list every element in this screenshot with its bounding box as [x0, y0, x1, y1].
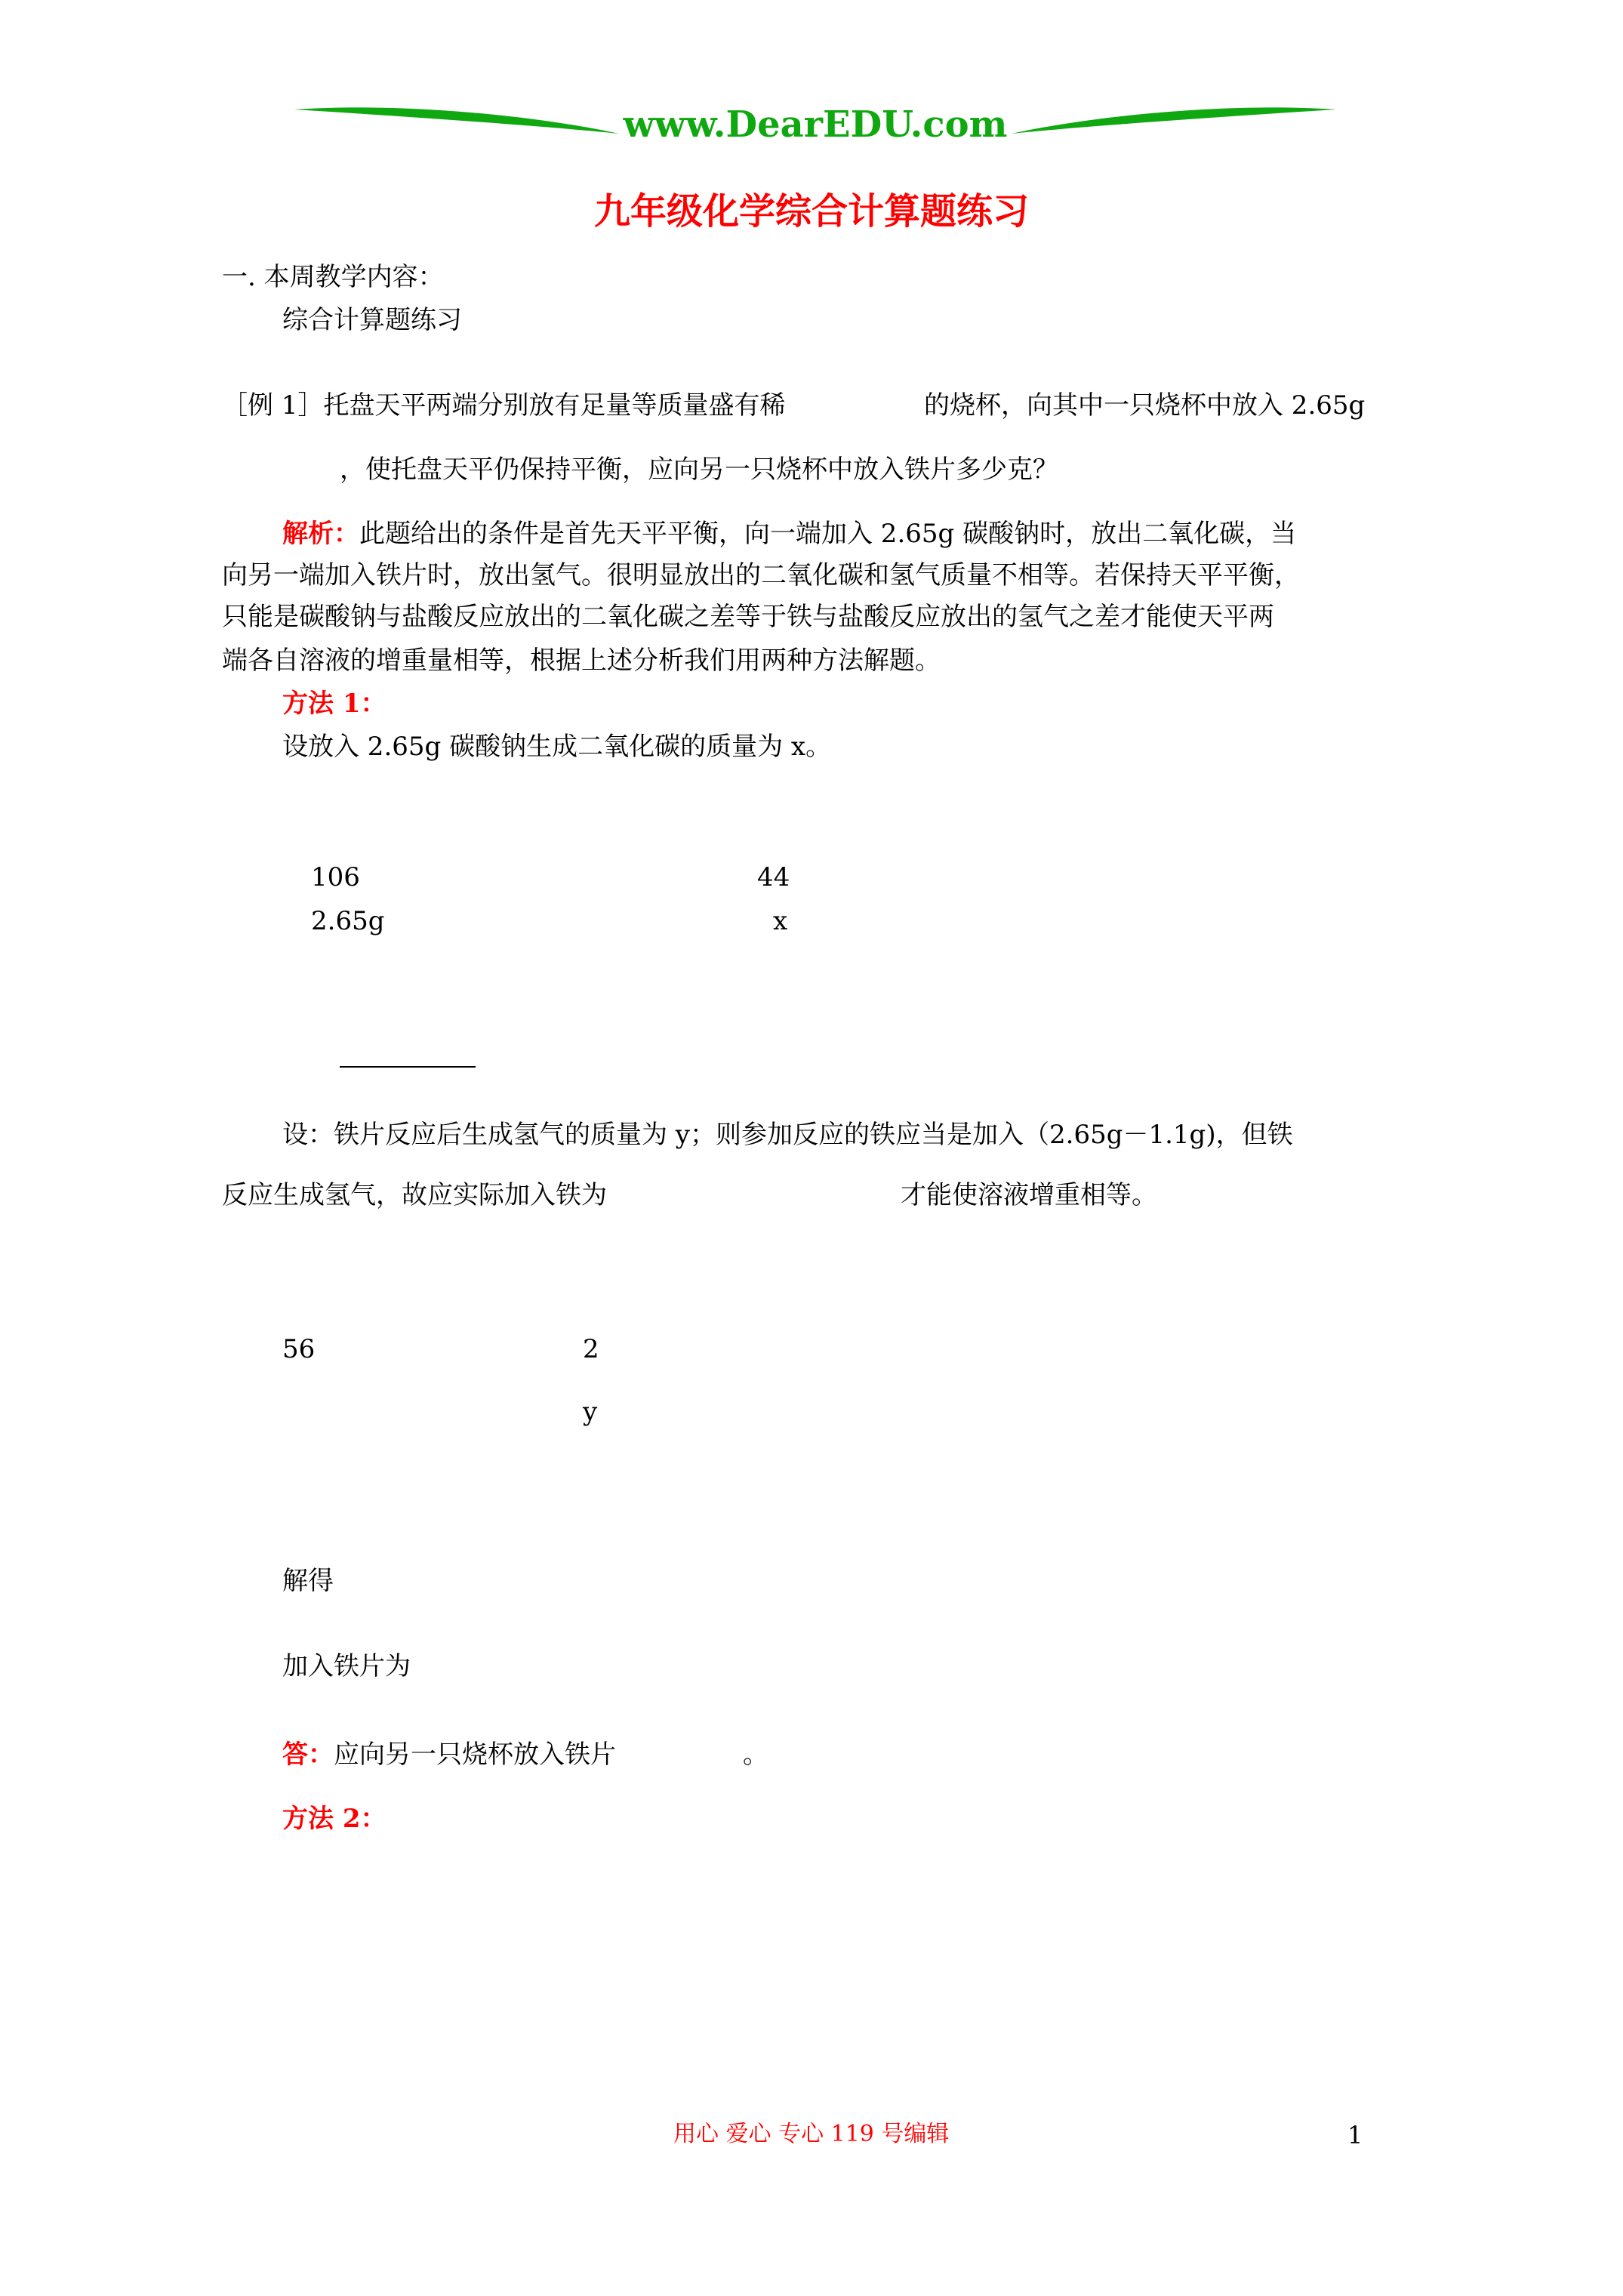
iron-added-label: 加入铁片为 [282, 1651, 411, 1681]
method1-setup: 设放入 2.65g 碳酸钠生成二氧化碳的质量为 x。 [282, 732, 832, 762]
header-site-name: www.DearEDU.com [623, 103, 1008, 146]
eq2-right-top: 2 [583, 1334, 599, 1364]
method2-label: 方法 2： [282, 1804, 387, 1834]
analysis-line2: 向另一端加入铁片时，放出氢气。很明显放出的二氧化碳和氢气质量不相等。若保持天平平衡， [222, 560, 1300, 590]
answer-label: 答： [282, 1740, 334, 1770]
answer-end: 。 [743, 1740, 768, 1770]
header-right-swoosh [1012, 107, 1336, 134]
solve-label: 解得 [282, 1566, 334, 1596]
eq1-left-top: 106 [311, 862, 360, 892]
eq2-left: 56 [282, 1334, 316, 1364]
eq1-right-bottom: x [773, 906, 788, 936]
method1-setup2-line2-suffix: 才能使溶液增重相等。 [901, 1180, 1157, 1210]
analysis-line4: 端各自溶液的增重量相等，根据上述分析我们用两种方法解题。 [222, 646, 941, 676]
page-number: 1 [1347, 2121, 1363, 2150]
section-heading: 一. 本周教学内容： [222, 262, 444, 292]
method1-setup2-line2-prefix: 反应生成氢气，故应实际加入铁为 [222, 1180, 607, 1210]
eq1-right-top: 44 [757, 862, 790, 892]
eq1-left-bottom: 2.65g [311, 906, 385, 936]
method1-label: 方法 1： [282, 689, 387, 719]
method1-setup2-line1: 设：铁片反应后生成氢气的质量为 y；则参加反应的铁应当是加入（2.65g－1.1g)，但铁 [282, 1120, 1293, 1150]
header-left-swoosh [294, 107, 619, 134]
analysis-label: 解析： [282, 519, 359, 549]
analysis-line3: 只能是碳酸钠与盐酸反应放出的二氧化碳之差等于铁与盐酸反应放出的氢气之差才能使天平两 [222, 602, 1274, 632]
page-title: 九年级化学综合计算题练习 [593, 190, 1029, 233]
analysis-line1: 此题给出的条件是首先天平平衡，向一端加入 2.65g 碳酸钠时，放出二氧化碳，当 [359, 519, 1297, 549]
footer-text: 用心 爱心 专心 119 号编辑 [673, 2121, 950, 2147]
example-line2: ，使托盘天平仍保持平衡，应向另一只烧杯中放入铁片多少克？ [340, 455, 1058, 485]
answer-text: 应向另一只烧杯放入铁片 [334, 1740, 616, 1770]
eq2-right-bottom: y [583, 1397, 598, 1427]
section-content: 综合计算题练习 [282, 305, 462, 335]
fraction-rule [340, 1066, 476, 1068]
header-logo [294, 94, 1336, 155]
example-line1-suffix: 的烧杯，向其中一只烧杯中放入 2.65g [924, 390, 1366, 421]
example-line1-prefix: ［例 1］托盘天平两端分别放有足量等质量盛有稀 [222, 390, 786, 421]
